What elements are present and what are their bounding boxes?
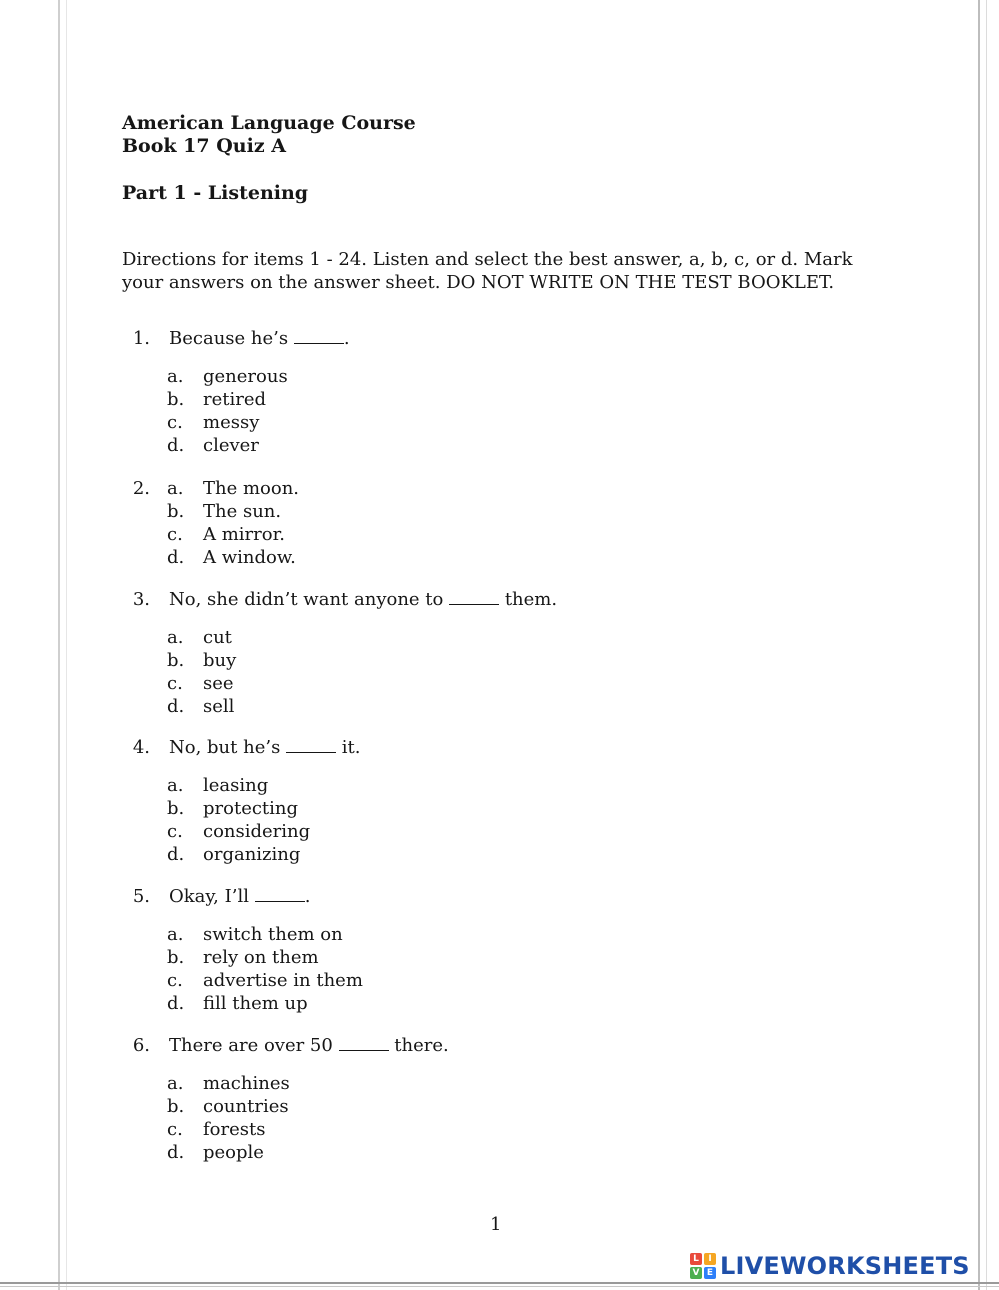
question-text [169, 1034, 449, 1057]
logo-wordmark: LIVEWORKSHEETS [720, 1252, 970, 1280]
logo-tile: I [704, 1253, 716, 1265]
option-letter: a. [167, 1073, 184, 1094]
option-text: sell [203, 696, 235, 717]
question-stem-end: . [343, 328, 350, 349]
option-text: organizing [203, 844, 301, 865]
liveworksheets-logo [690, 1250, 970, 1282]
answer-blank [294, 328, 344, 344]
question-stem: No, but he’s [169, 737, 281, 758]
option-text: The sun. [203, 501, 282, 522]
course-title: American Language Course [122, 112, 416, 134]
logo-tile: L [690, 1253, 702, 1265]
option-letter: a. [167, 924, 184, 945]
logo-tile: V [690, 1267, 702, 1279]
option-text: cut [203, 627, 232, 648]
option-text: retired [203, 389, 267, 410]
option-text: machines [203, 1073, 290, 1094]
option-text: switch them on [203, 924, 343, 945]
option-text: people [203, 1142, 264, 1163]
question-stem-end: it. [341, 737, 361, 758]
option-text: A window. [203, 547, 296, 568]
question-number: 1. [132, 328, 150, 349]
option-text: countries [203, 1096, 289, 1117]
question-text [169, 588, 557, 611]
question-text [169, 327, 350, 350]
answer-blank [449, 589, 499, 605]
option-text: fill them up [203, 993, 308, 1014]
part-heading: Part 1 - Listening [122, 182, 309, 204]
scan-edge-left [58, 0, 60, 1290]
logo-grid-icon [690, 1253, 716, 1279]
scan-edge-left-inner [66, 0, 67, 1290]
option-letter: b. [167, 650, 185, 671]
option-text: advertise in them [203, 970, 363, 991]
answer-blank [255, 886, 305, 902]
question-stem: No, she didn’t want anyone to [169, 589, 444, 610]
option-letter: d. [167, 1142, 185, 1163]
option-text: clever [203, 435, 259, 456]
option-letter: d. [167, 844, 185, 865]
scan-edge-bottom-inner [0, 1286, 999, 1287]
directions [122, 248, 862, 294]
option-text: buy [203, 650, 237, 671]
answer-blank [339, 1035, 389, 1051]
option-letter: b. [167, 501, 185, 522]
question-stem-end: them. [504, 589, 558, 610]
option-letter: b. [167, 947, 185, 968]
directions-line-2: your answers on the answer sheet. DO NOT WRITE ON THE TEST BOOKLET. [122, 272, 835, 293]
option-text: leasing [203, 775, 269, 796]
question-text [169, 885, 310, 908]
option-text: protecting [203, 798, 299, 819]
option-letter: d. [167, 993, 185, 1014]
logo-tile: E [704, 1267, 716, 1279]
question-stem: Because he’s [169, 328, 289, 349]
option-letter: a. [167, 366, 184, 387]
question-stem: There are over 50 [169, 1035, 333, 1056]
answer-blank [286, 737, 336, 753]
page-number: 1 [490, 1214, 502, 1235]
question-text [169, 736, 361, 759]
option-text: rely on them [203, 947, 319, 968]
scan-edge-bottom [0, 1282, 999, 1284]
option-letter: c. [167, 1119, 183, 1140]
scan-edge-right-inner [986, 0, 987, 1290]
option-letter: a. [167, 478, 184, 499]
option-text: A mirror. [203, 524, 285, 545]
option-text: forests [203, 1119, 266, 1140]
question-stem-end: . [304, 886, 311, 907]
option-letter: c. [167, 673, 183, 694]
scan-edge-right [978, 0, 980, 1290]
option-letter: b. [167, 389, 185, 410]
quiz-title: Book 17 Quiz A [122, 135, 286, 157]
question-stem: Okay, I’ll [169, 886, 249, 907]
question-stem-end: there. [394, 1035, 449, 1056]
option-text: considering [203, 821, 311, 842]
question-number: 3. [132, 589, 150, 610]
option-letter: a. [167, 775, 184, 796]
option-letter: a. [167, 627, 184, 648]
question-number: 2. [132, 478, 150, 499]
question-number: 5. [132, 886, 150, 907]
option-letter: c. [167, 970, 183, 991]
option-letter: d. [167, 435, 185, 456]
option-letter: c. [167, 524, 183, 545]
option-text: The moon. [203, 478, 300, 499]
option-letter: c. [167, 821, 183, 842]
option-letter: d. [167, 547, 185, 568]
option-text: see [203, 673, 234, 694]
option-letter: d. [167, 696, 185, 717]
option-text: generous [203, 366, 288, 387]
option-letter: b. [167, 798, 185, 819]
option-letter: b. [167, 1096, 185, 1117]
question-number: 6. [132, 1035, 150, 1056]
option-text: messy [203, 412, 260, 433]
question-number: 4. [132, 737, 150, 758]
option-letter: c. [167, 412, 183, 433]
directions-line-1: Directions for items 1 - 24. Listen and select the best answer, a, b, c, or d. Mark [122, 249, 853, 270]
